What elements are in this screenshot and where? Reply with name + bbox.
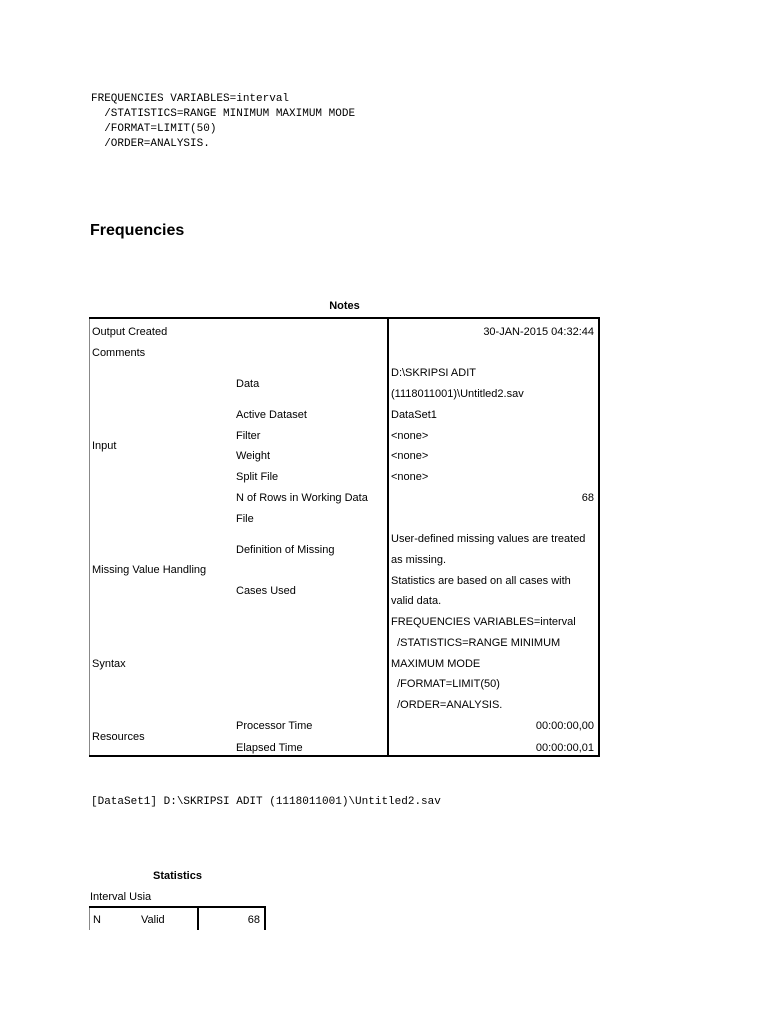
column-divider	[197, 908, 199, 930]
row-sublabel: Valid	[141, 914, 165, 926]
statistics-subtitle: Interval Usia	[90, 891, 152, 903]
column-divider	[387, 319, 389, 755]
split-file-value: <none>	[391, 471, 429, 483]
n-rows-value: 68	[581, 492, 594, 504]
page-title: Frequencies	[90, 222, 185, 239]
statistics-title: Statistics	[153, 870, 202, 882]
table-left-border	[89, 319, 90, 755]
split-file-label: Split File	[236, 471, 279, 483]
weight-label: Weight	[236, 450, 271, 462]
syntax-line: /ORDER=ANALYSIS.	[91, 138, 210, 150]
syntax-value: /ORDER=ANALYSIS.	[391, 699, 503, 711]
cases-used-value: Statistics are based on all cases with	[391, 575, 571, 587]
filter-value: <none>	[391, 430, 429, 442]
cases-used-label: Cases Used	[236, 585, 296, 597]
n-rows-label: File	[236, 513, 254, 525]
def-missing-value: as missing.	[391, 554, 447, 566]
elapsed-time-value: 00:00:00,01	[535, 742, 594, 754]
syntax-line: /STATISTICS=RANGE MINIMUM MAXIMUM MODE	[91, 108, 356, 120]
comments-label: Comments	[92, 347, 146, 359]
output-created-label: Output Created	[92, 326, 168, 338]
row-label: N	[93, 914, 101, 926]
processor-time-value: 00:00:00,00	[535, 720, 594, 732]
filter-label: Filter	[236, 430, 261, 442]
output-created-value: 30-JAN-2015 04:32:44	[483, 326, 594, 338]
resources-label: Resources	[92, 731, 145, 743]
data-value: D:\SKRIPSI ADIT	[391, 367, 476, 379]
weight-value: <none>	[391, 450, 429, 462]
row-value: 68	[247, 914, 260, 926]
syntax-value: MAXIMUM MODE	[391, 658, 481, 670]
def-missing-value: User-defined missing values are treated	[391, 533, 586, 545]
syntax-value: /STATISTICS=RANGE MINIMUM	[391, 637, 561, 649]
syntax-label: Syntax	[92, 658, 126, 670]
cases-used-value: valid data.	[391, 595, 442, 607]
syntax-value: /FORMAT=LIMIT(50)	[391, 678, 500, 690]
active-dataset-value: DataSet1	[391, 409, 437, 421]
data-label: Data	[236, 378, 260, 390]
elapsed-time-label: Elapsed Time	[236, 742, 303, 754]
syntax-value: FREQUENCIES VARIABLES=interval	[391, 616, 576, 628]
syntax-line: /FORMAT=LIMIT(50)	[91, 123, 217, 135]
processor-time-label: Processor Time	[236, 720, 313, 732]
missing-value-handling-label: Missing Value Handling	[92, 564, 207, 576]
notes-table	[89, 317, 600, 757]
def-missing-label: Definition of Missing	[236, 544, 335, 556]
n-rows-label: N of Rows in Working Data	[236, 492, 368, 504]
statistics-table	[89, 906, 266, 930]
active-dataset-label: Active Dataset	[236, 409, 307, 421]
data-value: (1118011001)\Untitled2.sav	[391, 388, 524, 400]
table-left-border	[89, 908, 90, 930]
syntax-block	[91, 92, 355, 152]
input-label: Input	[92, 440, 117, 452]
syntax-line: FREQUENCIES VARIABLES=interval	[91, 93, 290, 105]
dataset-path: [DataSet1] D:\SKRIPSI ADIT (1118011001)\Untitled2.sav	[91, 796, 441, 808]
notes-title: Notes	[329, 300, 360, 312]
